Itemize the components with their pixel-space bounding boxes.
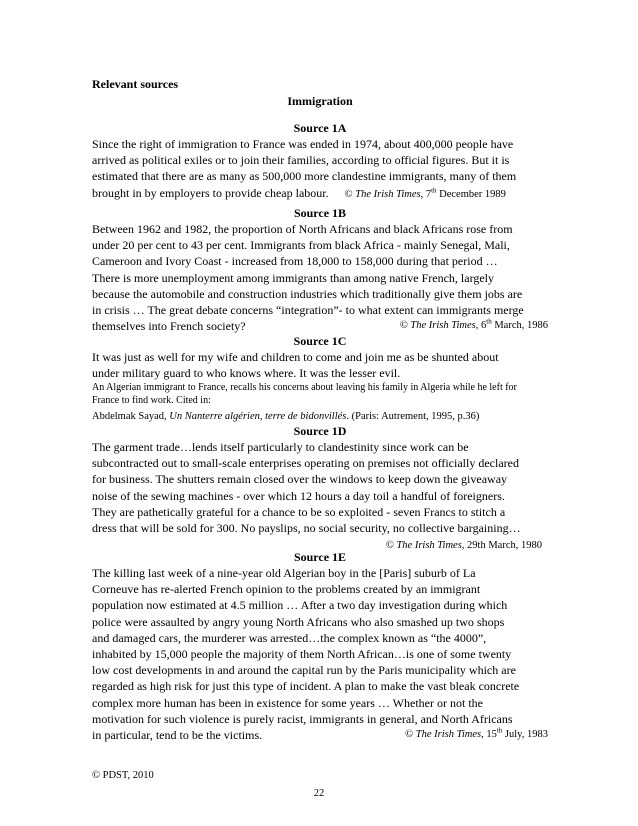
source-1e-line: motivation for such violence is purely racist, immigrants in general, and North Africans: [92, 711, 513, 726]
relevant-sources-label: Relevant sources: [92, 77, 179, 91]
source-1c-line: It was just as well for my wife and children to come and join me as be shunted about: [92, 350, 499, 364]
source-1e-citation: © The Irish Times, 15th July, 1983: [405, 726, 548, 741]
source-1a-line: estimated that there are as many as 500,000 more clandestine immigrants, many of them: [92, 169, 517, 184]
source-1d-line: subcontracted out to small-scale enterprises operating on premises not officially declared: [92, 456, 519, 471]
source-1b-line: Between 1962 and 1982, the proportion of North Africans and black Africans rose from: [92, 222, 513, 236]
publication-name: The Irish Times: [410, 320, 476, 332]
source-1b-line: in crisis … The great debate concerns “integration”- to what extent can immigrants merge: [92, 303, 524, 318]
source-1b-line-with-citation: [92, 318, 548, 334]
source-1c-line: under military guard to who knows where. It was the lesser evil.: [92, 366, 401, 381]
source-1b-text: [92, 221, 548, 334]
source-1b-line: because the automobile and construction industries which traditionally give them jobs are: [92, 286, 523, 301]
source-1d-text: [92, 439, 548, 554]
source-1d-citation: © The Irish Times, 29th March, 1980: [385, 540, 542, 552]
source-1d-heading: Source 1D: [293, 424, 347, 438]
source-1b-heading: Source 1B: [293, 206, 347, 220]
footer-copyright: © PDST, 2010: [92, 770, 154, 781]
source-1e-text: [92, 565, 548, 743]
source-1d-line: for business. The shutters remain closed over the windows to keep down the giveaway: [92, 472, 508, 487]
source-1a-text: [92, 136, 548, 203]
source-1e-line: low cost developments in and around the capital run by the Paris municipality which are: [92, 663, 516, 678]
source-1a-line: brought in by employers to provide cheap labour.: [92, 185, 329, 200]
attribution-line: An Algerian immigrant to France, recalls his concerns about leaving his family in Algeria while he left for: [92, 382, 517, 393]
source-1c-reference: Abdelmak Sayad, Un Nanterre algérien, terre de bidonvillés. (Paris: Autrement, 1995, p.36): [92, 410, 480, 422]
source-1e-heading: Source 1E: [293, 550, 347, 564]
source-1e-line: and damaged cars, the murderer was arrested…the complex known as “the 4000”,: [92, 630, 487, 645]
source-1e-line: regarded as high risk for just this type of incident. A plan to make the vast bleak concrete: [92, 679, 520, 694]
source-1c-text: [92, 349, 548, 381]
book-title: Un Nanterre algérien, terre de bidonvillés: [169, 410, 347, 422]
publication-name: The Irish Times: [355, 188, 421, 200]
source-1e-line-with-citation: [92, 727, 548, 743]
page-number: 22: [313, 788, 325, 799]
source-1a-heading: Source 1A: [293, 121, 347, 135]
source-1b-line: There is more unemployment among immigrants than among native French, largely: [92, 270, 495, 285]
source-1e-line: Corneuve has re-alerted French opinion to the problems created by an immigrant: [92, 582, 481, 597]
source-1d-line: They are pathetically grateful for a chance to be so exploited - seven Francs to stitch a: [92, 504, 506, 519]
page-title: Immigration: [287, 94, 353, 108]
source-1e-line: police were assaulted by angry young North Africans who also smashed up two shops: [92, 614, 505, 629]
attribution-line: France to find work. Cited in:: [92, 395, 211, 407]
source-1e-line: The killing last week of a nine-year old Algerian boy in the [Paris] suburb of La: [92, 566, 476, 580]
source-1b-line: under 20 per cent to 43 per cent. Immigrants from black Africa - mainly Senegal, Mali,: [92, 238, 510, 253]
publication-name: The Irish Times: [396, 540, 462, 552]
source-1a-citation: © The Irish Times, 7th December 1989: [344, 186, 506, 200]
source-1e-line: in particular, tend to be the victims.: [92, 728, 263, 743]
source-1e-line: inhabited by 15,000 people the majority of them North African…is one of some twenty: [92, 647, 512, 662]
source-1c-heading: Source 1C: [293, 334, 347, 348]
source-1a-line: arrived as political exiles or to join their families, according to official figures. But it is: [92, 153, 510, 168]
source-1b-citation: © The Irish Times, 6th March, 1986: [399, 317, 548, 332]
source-1b-line: themselves into French society?: [92, 319, 246, 334]
source-1e-line: population now estimated at 4.5 million … After a two day investigation during which: [92, 598, 508, 613]
source-1e-line: complex more human has been in existence for some years … Whether or not the: [92, 695, 483, 710]
source-1b-line: Cameroon and Ivory Coast - increased from 18,000 to 158,000 during that period …: [92, 254, 498, 269]
source-1d-line: noise of the sewing machines - over which 12 hours a day toil a handful of foreigners.: [92, 488, 505, 503]
publication-name: The Irish Times: [415, 729, 482, 741]
source-1c-attribution: [92, 381, 548, 423]
source-1a-line: [92, 185, 548, 203]
source-1d-line: The garment trade…lends itself particularly to clandestinity since work can be: [92, 440, 469, 454]
source-1a-line: Since the right of immigration to France was ended in 1974, about 400,000 people have: [92, 137, 514, 151]
source-1d-line: dress that will be sold for 300. No payslips, no social security, no collective bargaining…: [92, 521, 521, 536]
